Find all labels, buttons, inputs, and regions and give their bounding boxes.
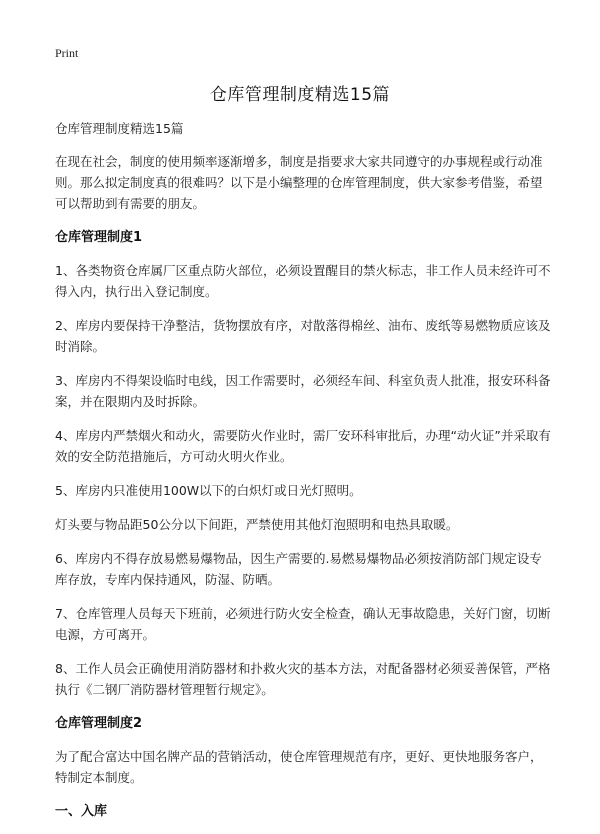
document-subtitle: 仓库管理制度精选15篇 <box>55 121 184 136</box>
section1-paragraph-8: 7、仓库管理人员每天下班前，必须进行防火安全检查，确认无事故隐患，关好门窗，切断电源，方可离开。 <box>55 606 551 642</box>
section1-paragraph-5: 5、库房内只准使用100W以下的白炽灯或日光灯照明。 <box>55 483 362 498</box>
section2-intro: 为了配合富达中国名牌产品的营销活动，使仓库管理规范有序，更好、更快地服务客户，特制定本制度。 <box>55 749 543 785</box>
document-title: 仓库管理制度精选15篇 <box>209 85 391 105</box>
section-heading-2: 仓库管理制度2 <box>55 716 143 731</box>
section1-paragraph-9: 8、工作人员会正确使用消防器材和扑救火灾的基本方法，对配备器材必须妥善保管，严格执行《二钢厂消防器材管理暂行规定》。 <box>55 661 551 697</box>
intro-paragraph: 在现在社会，制度的使用频率逐渐增多，制度是指要求大家共同遵守的办事规程或行动准则。那么拟定制度真的很难吗？以下是小编整理的仓库管理制度，供大家参考借鉴，希望可以帮助到有需要的朋友。 <box>55 154 543 211</box>
section1-paragraph-2: 2、库房内要保持干净整洁，货物摆放有序，对散落得棉丝、油布、废纸等易燃物质应该及时消除。 <box>55 318 551 354</box>
section1-paragraph-6: 灯头要与物品距50公分以下间距，严禁使用其他灯泡照明和电热具取暖。 <box>55 517 459 532</box>
print-label: Print <box>55 46 79 60</box>
document-body <box>55 118 553 834</box>
section1-paragraph-3: 3、库房内不得架设临时电线，因工作需要时，必须经车间、科室负责人批准，报安环科备案，并在限期内及时拆除。 <box>55 373 551 409</box>
section1-paragraph-4: 4、库房内严禁烟火和动火，需要防火作业时，需厂安环科审批后，办理“动火证”并采取有效的安全防范措施后，方可动火明火作业。 <box>55 428 551 464</box>
section-heading-1: 仓库管理制度1 <box>55 230 143 245</box>
section1-paragraph-1: 1、各类物资仓库属厂区重点防火部位，必须设置醒目的禁火标志，非工作人员未经许可不得入内，执行出入登记制度。 <box>55 263 551 299</box>
section1-paragraph-7: 6、库房内不得存放易燃易爆物品，因生产需要的.易燃易爆物品必须按消防部门规定设专库存放，专库内保持通风，防湿、防晒。 <box>55 551 542 587</box>
section2-subheading: 一、入库 <box>55 804 108 819</box>
